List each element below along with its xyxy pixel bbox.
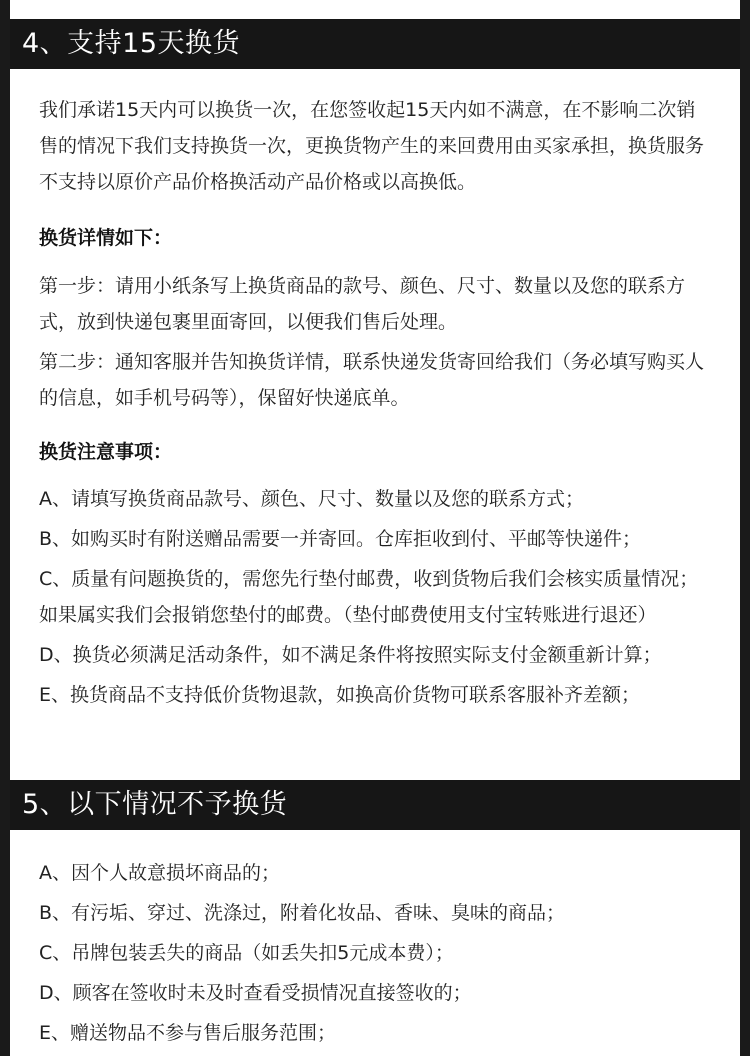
note-item: C、质量有问题换货的，需您先行垫付邮费，收到货物后我们会核实质量情况；如果属实我们会报销您垫付的邮费。（垫付邮费使用支付宝转账进行退还） [39, 568, 699, 626]
exclusion-item: E、赠送物品不参与售后服务范围； [39, 1022, 337, 1044]
page [10, 0, 740, 1056]
section-5-title: 5、以下情况不予换货 [10, 780, 740, 830]
notes-heading-block [39, 434, 711, 470]
section-4-intro: 我们承诺15天内可以换货一次，在您签收起15天内如不满意，在不影响二次销售的情况下我们支持换货一次，更换货物产生的来回费用由买家承担，换货服务不支持以原价产品价格换活动产品价格或以高换低。 [39, 99, 705, 193]
notes-heading: 换货注意事项： [39, 441, 173, 463]
step-item: 第一步：请用小纸条写上换货商品的款号、颜色、尺寸、数量以及您的联系方式，放到快递包裹里面寄回，以便我们售后处理。 [39, 275, 686, 333]
note-item: D、换货必须满足活动条件，如不满足条件将按照实际支付金额重新计算； [39, 644, 662, 666]
step-item: 第二步：通知客服并告知换货详情，联系快递发货寄回给我们（务必填写购买人的信息，如手机号码等），保留好快递底单。 [39, 351, 705, 409]
exclusions-list [39, 855, 711, 1055]
exclusion-item: C、吊牌包装丢失的商品（如丢失扣5元成本费）； [39, 942, 454, 964]
section-4-intro-block [39, 92, 711, 200]
exclusion-item: D、顾客在签收时未及时查看受损情况直接签收的； [39, 982, 472, 1004]
note-item: E、换货商品不支持低价货物退款，如换高价货物可联系客服补齐差额； [39, 684, 641, 706]
section-4-title: 4、支持15天换货 [10, 19, 740, 69]
details-heading-block [39, 220, 711, 256]
notes-list [39, 481, 711, 717]
details-heading: 换货详情如下： [39, 227, 173, 249]
exclusion-item: A、因个人故意损坏商品的； [39, 862, 280, 884]
steps-list [39, 268, 711, 416]
note-item: A、请填写换货商品款号、颜色、尺寸、数量以及您的联系方式； [39, 488, 584, 510]
exclusion-item: B、有污垢、穿过、洗涤过，附着化妆品、香味、臭味的商品； [39, 902, 566, 924]
note-item: B、如购买时有附送赠品需要一并寄回。仓库拒收到付、平邮等快递件； [39, 528, 642, 550]
